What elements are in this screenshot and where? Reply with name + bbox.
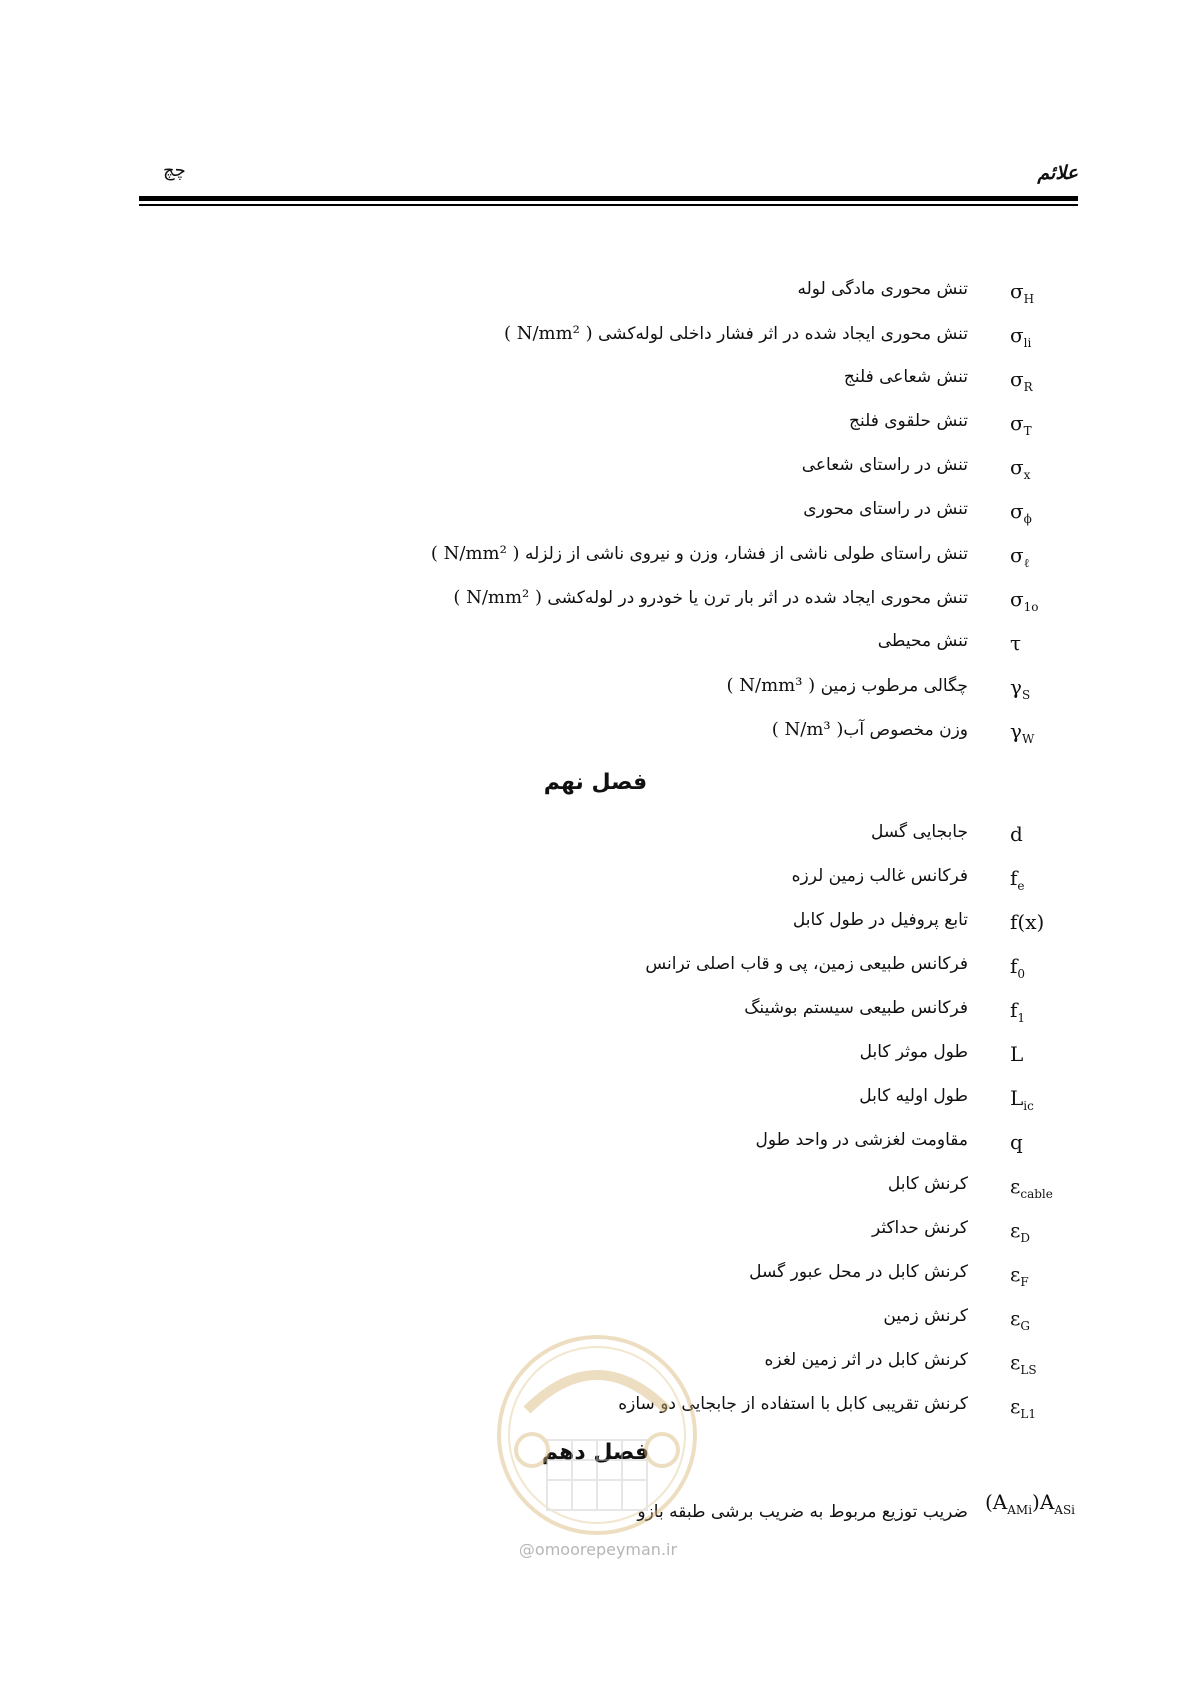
symbol-description: تنش حلقوی فلنج (848, 411, 968, 431)
symbol-entry (0, 1086, 1191, 1126)
symbol: $f_0$ (1010, 954, 1026, 981)
symbol: d (1010, 822, 1023, 846)
symbol: τ (1010, 631, 1022, 655)
symbol: $f_1$ (1010, 998, 1026, 1025)
unit: ( N/mm² ) (453, 587, 542, 608)
symbol-description: تنش شعاعی فلنج (843, 367, 968, 387)
symbol-description: تنش محیطی (877, 631, 968, 651)
symbol: $\sigma_\ell$ (1010, 543, 1030, 570)
symbol-entry (0, 279, 1191, 319)
symbol-description: ضریب توزیع مربوط به ضریب برشی طبقه بازو (637, 1502, 968, 1522)
symbol-entry (0, 866, 1191, 906)
symbol-description: فرکانس غالب زمین لرزه (791, 866, 968, 886)
symbol: $\varepsilon_G$ (1010, 1306, 1030, 1333)
symbol: $\varepsilon_D$ (1010, 1218, 1030, 1245)
symbol-entry (0, 1174, 1191, 1214)
unit: ( N/mm² ) (430, 543, 520, 564)
symbol-entry (0, 1218, 1191, 1258)
header-rule (139, 196, 1078, 201)
symbol-entry (0, 411, 1191, 451)
symbol: f(x) (1010, 910, 1045, 934)
symbol-entry (0, 587, 1191, 627)
symbol: $\varepsilon_{L1}$ (1010, 1394, 1036, 1421)
unit: ( N/m³ ) (771, 719, 844, 740)
symbol-description: طول اولیه کابل (859, 1086, 968, 1106)
unit: ( N/mm² ) (503, 323, 593, 344)
symbol-entry (0, 954, 1191, 994)
symbol-entry (0, 719, 1191, 759)
symbol-description: تنش در راستای محوری (803, 499, 968, 519)
symbol-entry (0, 1130, 1191, 1170)
symbol-description: جابجایی گسل (870, 822, 968, 842)
symbol: $\gamma_S$ (1010, 675, 1031, 702)
symbol: q (1010, 1130, 1023, 1154)
page-number: چچ (163, 160, 186, 181)
symbol-description: وزن مخصوص آب( N/m³ ) (771, 719, 968, 740)
symbol-description: تنش محوری ایجاد شده در اثر فشار داخلی لوله‌کشی ( N/mm² ) (503, 323, 968, 344)
symbol-description: چگالی مرطوب زمین ( N/mm³ ) (726, 675, 968, 696)
symbol-description: تابع پروفیل در طول کابل (792, 910, 968, 930)
symbol-description: کرنش حداکثر (871, 1218, 968, 1238)
symbol: $\sigma_H$ (1010, 279, 1035, 306)
symbol: $L_{ic}$ (1010, 1086, 1034, 1113)
symbol-description: کرنش تقریبی کابل با استفاده از جابجایی دو سازه (618, 1394, 968, 1414)
symbol-entry (0, 1042, 1191, 1082)
symbol-entry (0, 499, 1191, 539)
symbol-description: کرنش کابل در محل عبور گسل (749, 1262, 968, 1282)
symbol-description: تنش محوری ایجاد شده در اثر بار ترن یا خودرو در لوله‌کشی ( N/mm² ) (453, 587, 968, 608)
symbol-description: مقاومت لغزشی در واحد طول (755, 1130, 968, 1150)
symbol-entry (0, 455, 1191, 495)
symbol: $\varepsilon_F$ (1010, 1262, 1029, 1289)
symbol: $\sigma_T$ (1010, 411, 1032, 438)
symbol: $\sigma_R$ (1010, 367, 1033, 394)
symbol-description: تنش راستای طولی ناشی از فشار، وزن و نیروی ناشی از زلزله ( N/mm² ) (430, 543, 968, 564)
header-rule-thin (139, 204, 1078, 206)
watermark-logo (492, 1330, 702, 1570)
symbol: $\varepsilon_{LS}$ (1010, 1350, 1037, 1377)
symbol: $\sigma_\phi$ (1010, 499, 1032, 526)
symbol-entry (0, 1262, 1191, 1302)
symbol-description: کرنش زمین (883, 1306, 968, 1326)
symbol-entry (0, 631, 1191, 671)
symbol: $f_e$ (1010, 866, 1025, 893)
symbol-entry (0, 543, 1191, 583)
symbol-description: کرنش کابل (887, 1174, 968, 1194)
symbol-description: کرنش کابل در اثر زمین لغزه (764, 1350, 968, 1370)
unit: ( N/mm³ ) (726, 675, 816, 696)
symbol-entry (0, 910, 1191, 950)
symbol-description: طول موثر کابل (859, 1042, 968, 1062)
symbol-entry (0, 998, 1191, 1038)
symbol-description: تنش در راستای شعاعی (801, 455, 968, 475)
symbol: $\varepsilon_{cable}$ (1010, 1174, 1053, 1201)
symbol: $\sigma_{li}$ (1010, 323, 1032, 350)
symbol-entry (0, 675, 1191, 715)
section-heading-9: فصل نهم (543, 770, 648, 795)
watermark-url: @omoorepeyman.ir (518, 1540, 678, 1559)
running-header-title: علائم (1037, 162, 1078, 184)
symbol: L (1010, 1042, 1024, 1066)
symbol-description: تنش محوری مادگی لوله (797, 279, 968, 299)
symbol: $\gamma_W$ (1010, 719, 1035, 746)
symbol-entry (0, 822, 1191, 862)
section-heading-10: فصل دهم (541, 1440, 650, 1465)
symbol-description: فرکانس طبیعی زمین، پی و قاب اصلی ترانس (645, 954, 968, 974)
symbol-entry (0, 367, 1191, 407)
symbol-description: فرکانس طبیعی سیستم بوشینگ (744, 998, 968, 1018)
symbol: $(A_{AMi})A_{ASi}$ (985, 1490, 1076, 1517)
symbol-entry (0, 323, 1191, 363)
symbol: $\sigma_{1o}$ (1010, 587, 1039, 614)
symbol: $\sigma_x$ (1010, 455, 1031, 482)
